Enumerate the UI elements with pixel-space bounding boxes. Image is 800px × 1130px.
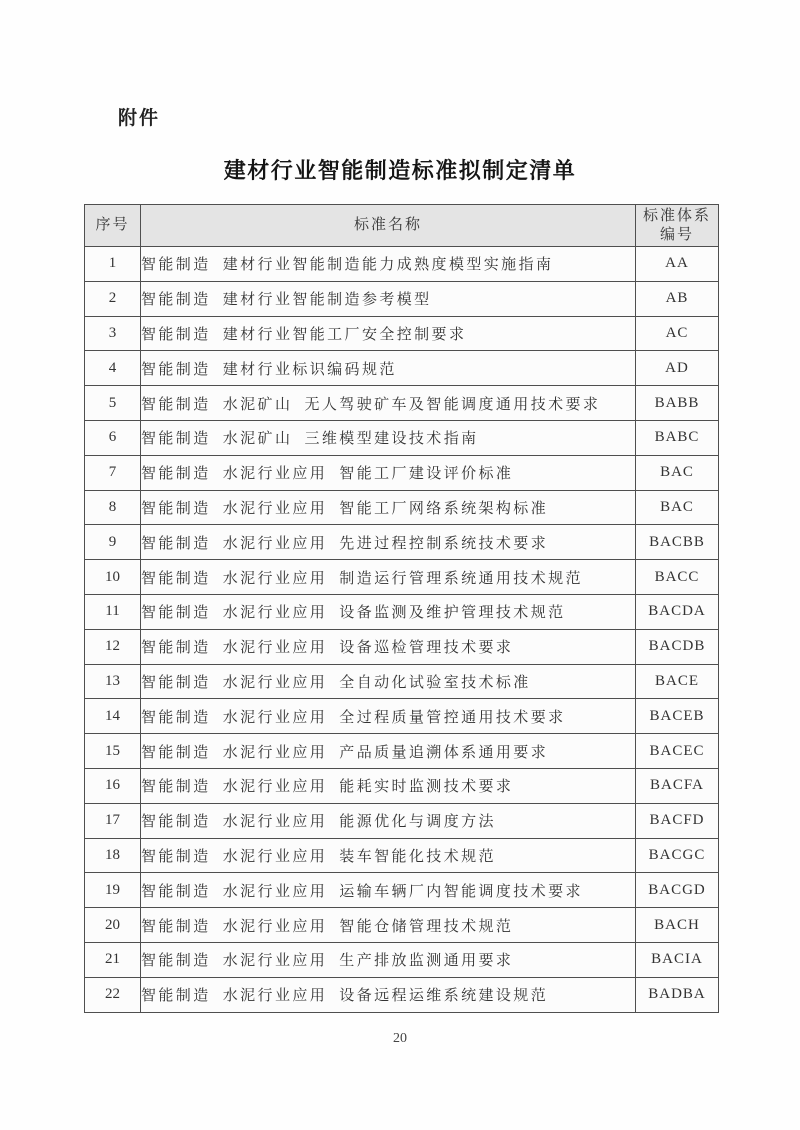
row-standard-name: 智能制造 水泥行业应用 先进过程控制系统技术要求 [141,525,636,560]
table-row [85,525,719,560]
row-index: 8 [85,490,141,525]
row-standard-name: 智能制造 水泥行业应用 设备巡检管理技术要求 [141,629,636,664]
row-standard-name: 智能制造 建材行业标识编码规范 [141,351,636,386]
table-row [85,873,719,908]
row-system-code: BACEC [636,734,719,769]
row-index: 5 [85,386,141,421]
row-system-code: BAC [636,455,719,490]
table-row [85,316,719,351]
row-standard-name: 智能制造 水泥行业应用 设备监测及维护管理技术规范 [141,594,636,629]
row-index: 16 [85,768,141,803]
row-standard-name: 智能制造 水泥行业应用 全过程质量管控通用技术要求 [141,699,636,734]
header-code: 标准体系编号 [636,205,719,247]
row-system-code: AA [636,247,719,282]
standards-table [84,204,719,1013]
table-row [85,560,719,595]
row-system-code: AD [636,351,719,386]
row-system-code: BACDA [636,594,719,629]
row-index: 15 [85,734,141,769]
table-row [85,699,719,734]
row-standard-name: 智能制造 水泥行业应用 能源优化与调度方法 [141,803,636,838]
row-index: 6 [85,420,141,455]
row-index: 9 [85,525,141,560]
table-row [85,420,719,455]
row-system-code: BACBB [636,525,719,560]
row-system-code: BACFD [636,803,719,838]
row-standard-name: 智能制造 水泥行业应用 智能工厂建设评价标准 [141,455,636,490]
row-standard-name: 智能制造 水泥行业应用 智能仓储管理技术规范 [141,908,636,943]
row-standard-name: 智能制造 建材行业智能工厂安全控制要求 [141,316,636,351]
row-index: 1 [85,247,141,282]
row-index: 7 [85,455,141,490]
row-system-code: BACH [636,908,719,943]
table-row [85,281,719,316]
attachment-label: 附件 [118,108,161,129]
row-index: 14 [85,699,141,734]
table-row [85,803,719,838]
row-standard-name: 智能制造 水泥行业应用 设备远程运维系统建设规范 [141,977,636,1012]
row-standard-name: 智能制造 建材行业智能制造能力成熟度模型实施指南 [141,247,636,282]
row-system-code: BACFA [636,768,719,803]
table-row [85,594,719,629]
page-title: 建材行业智能制造标准拟制定清单 [223,158,577,183]
row-standard-name: 智能制造 水泥行业应用 制造运行管理系统通用技术规范 [141,560,636,595]
row-standard-name: 智能制造 水泥行业应用 全自动化试验室技术标准 [141,664,636,699]
header-name: 标准名称 [141,205,636,247]
row-system-code: BACIA [636,942,719,977]
row-standard-name: 智能制造 水泥行业应用 生产排放监测通用要求 [141,942,636,977]
row-system-code: AB [636,281,719,316]
row-index: 11 [85,594,141,629]
table-row [85,386,719,421]
header-index: 序号 [85,205,141,247]
row-index: 20 [85,908,141,943]
table-row [85,768,719,803]
table-row [85,734,719,769]
table-row [85,629,719,664]
row-index: 10 [85,560,141,595]
page-number: 20 [393,1031,407,1046]
table-row [85,247,719,282]
row-standard-name: 智能制造 水泥矿山 三维模型建设技术指南 [141,420,636,455]
row-index: 12 [85,629,141,664]
row-standard-name: 智能制造 水泥行业应用 能耗实时监测技术要求 [141,768,636,803]
row-index: 3 [85,316,141,351]
row-system-code: BAC [636,490,719,525]
row-system-code: BABB [636,386,719,421]
table-body [85,247,719,1013]
row-standard-name: 智能制造 水泥行业应用 运输车辆厂内智能调度技术要求 [141,873,636,908]
row-index: 17 [85,803,141,838]
table-row [85,942,719,977]
row-index: 22 [85,977,141,1012]
row-system-code: BACC [636,560,719,595]
row-index: 19 [85,873,141,908]
row-index: 4 [85,351,141,386]
table-row [85,490,719,525]
row-system-code: BACE [636,664,719,699]
row-system-code: AC [636,316,719,351]
row-standard-name: 智能制造 建材行业智能制造参考模型 [141,281,636,316]
row-system-code: BACDB [636,629,719,664]
row-system-code: BABC [636,420,719,455]
row-index: 13 [85,664,141,699]
table-header [85,205,719,247]
row-standard-name: 智能制造 水泥行业应用 装车智能化技术规范 [141,838,636,873]
table-row [85,908,719,943]
row-standard-name: 智能制造 水泥行业应用 智能工厂网络系统架构标准 [141,490,636,525]
table-row [85,351,719,386]
table-header-row [85,205,719,247]
row-system-code: BADBA [636,977,719,1012]
table-row [85,838,719,873]
row-standard-name: 智能制造 水泥行业应用 产品质量追溯体系通用要求 [141,734,636,769]
table-row [85,977,719,1012]
row-system-code: BACGC [636,838,719,873]
row-standard-name: 智能制造 水泥矿山 无人驾驶矿车及智能调度通用技术要求 [141,386,636,421]
table-row [85,664,719,699]
row-system-code: BACEB [636,699,719,734]
row-index: 21 [85,942,141,977]
row-index: 2 [85,281,141,316]
table-row [85,455,719,490]
row-system-code: BACGD [636,873,719,908]
row-index: 18 [85,838,141,873]
